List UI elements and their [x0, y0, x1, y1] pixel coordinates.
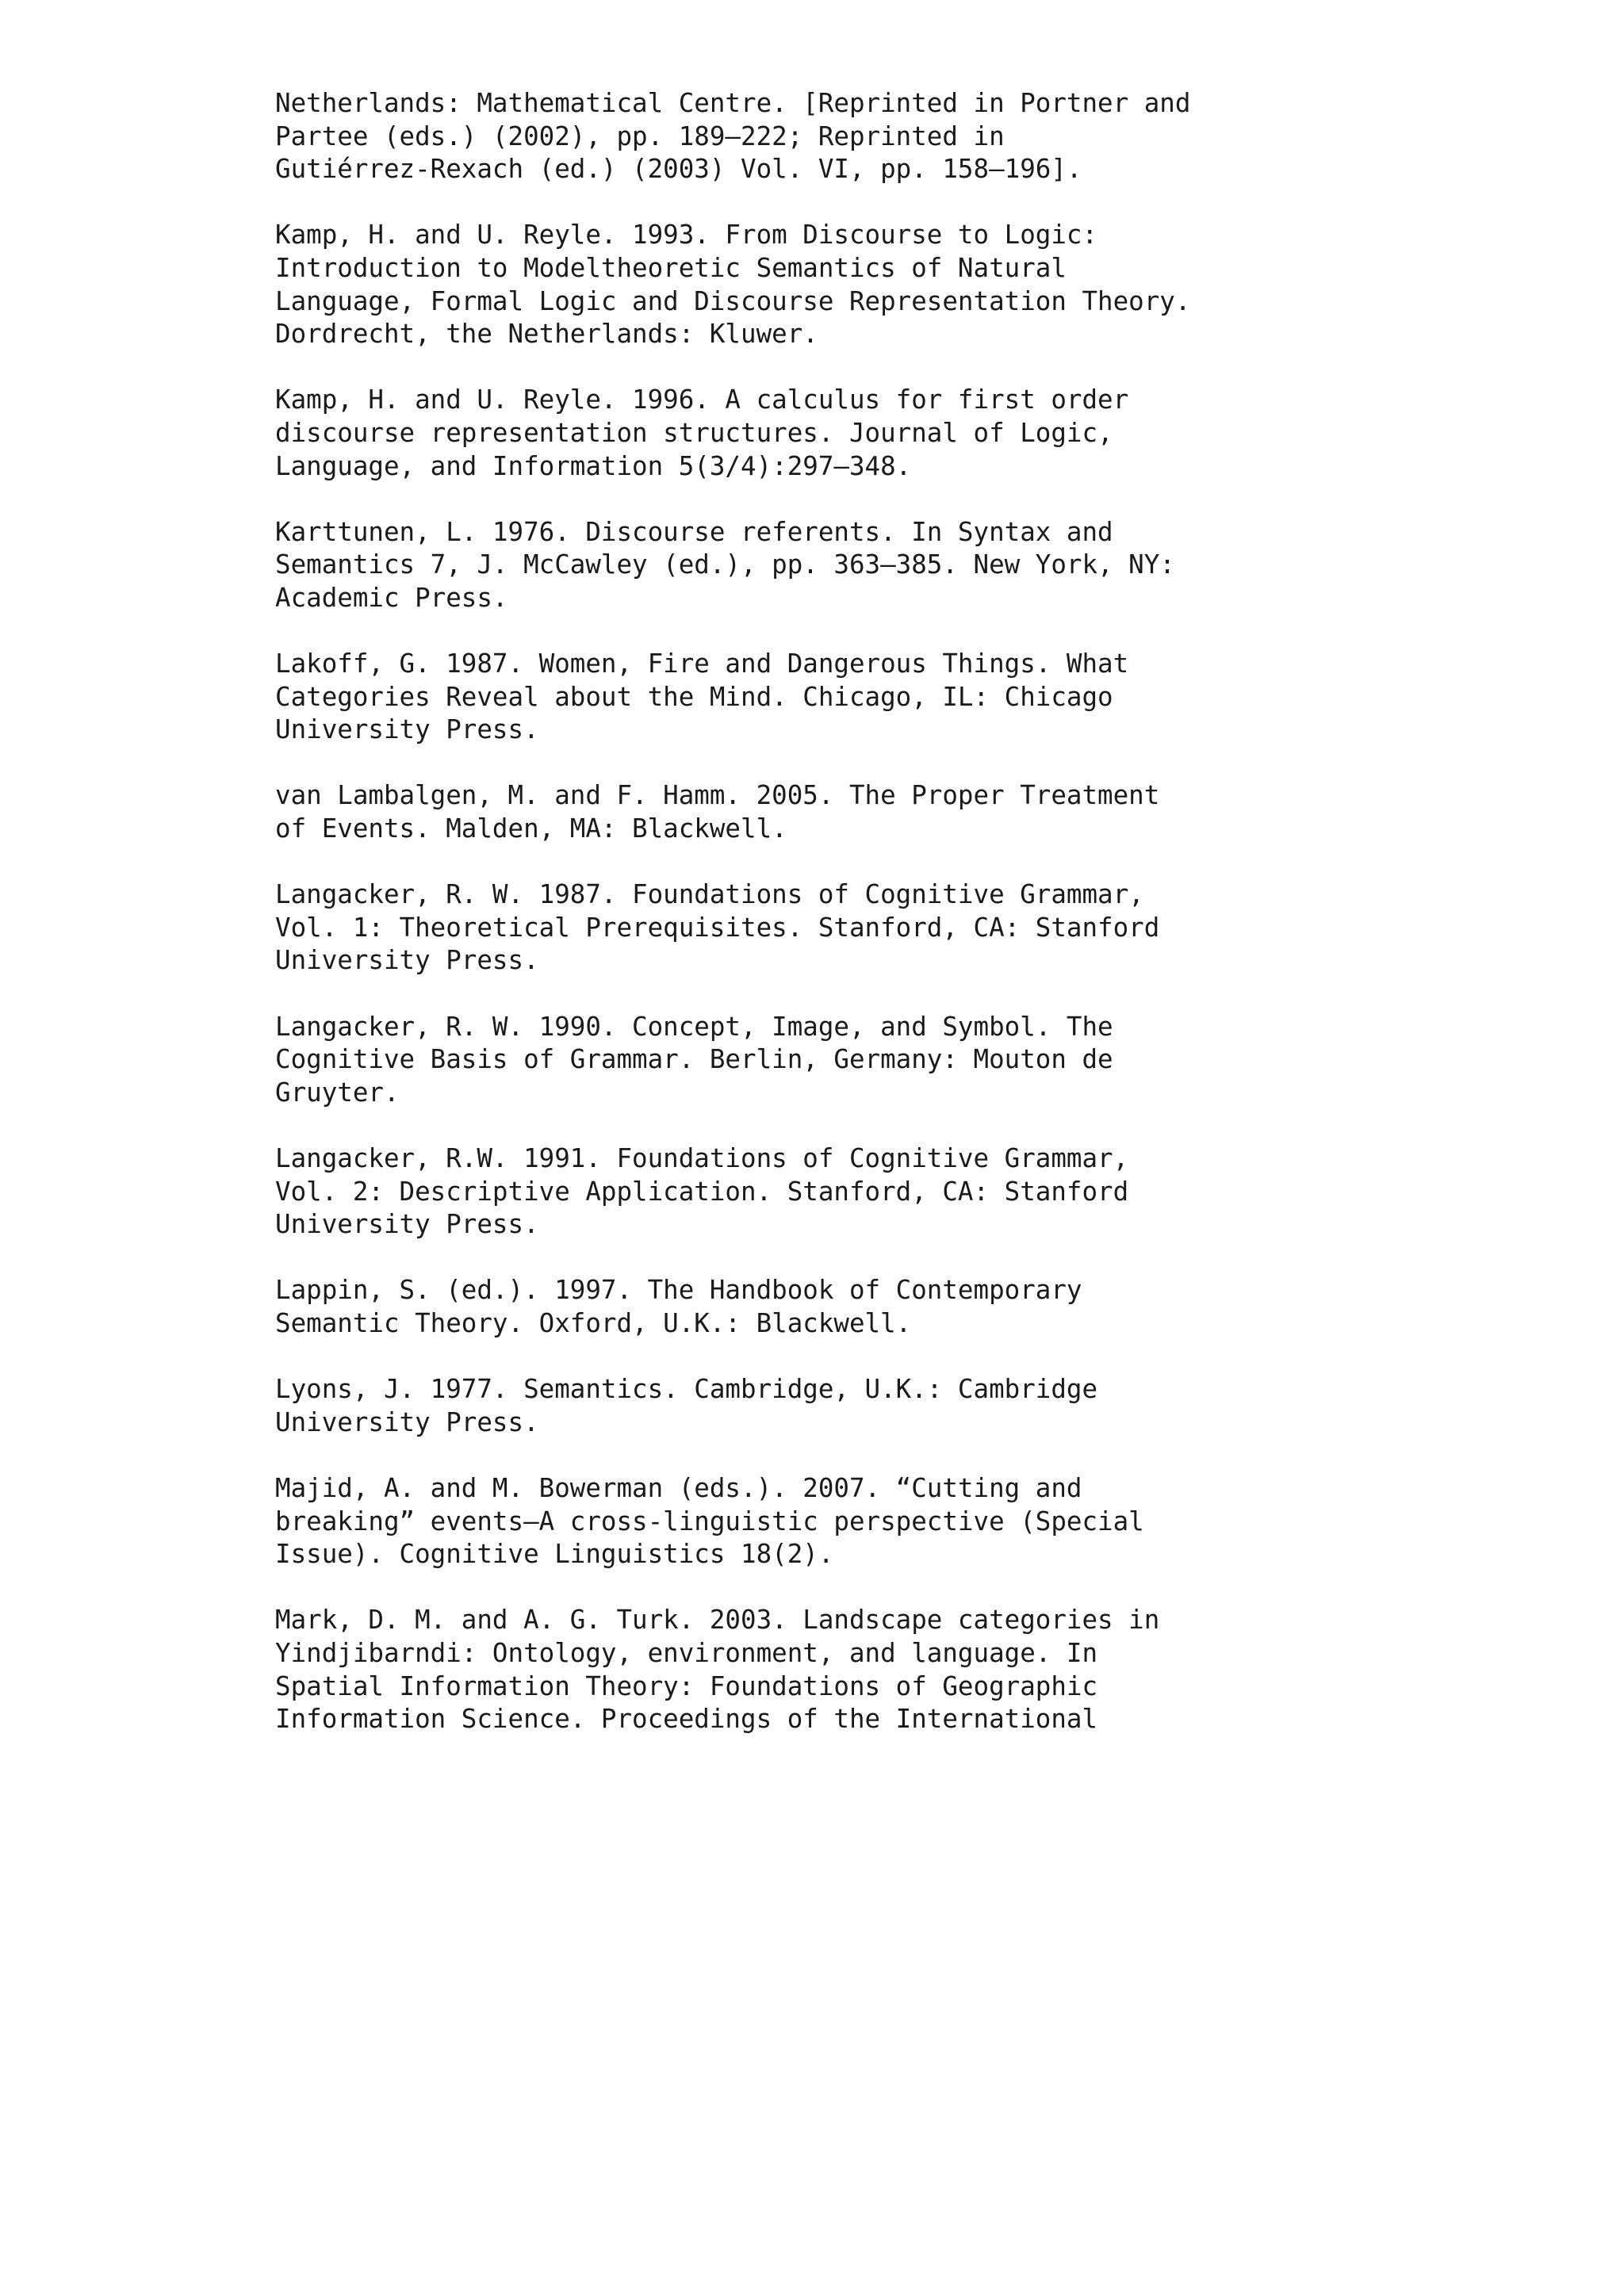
reference-line: Semantics 7, J. McCawley (ed.), pp. 363–385. New York, NY:: [275, 549, 1175, 580]
reference-line: Netherlands: Mathematical Centre. [Reprinted in Portner and: [275, 88, 1191, 118]
reference-line: Lyons, J. 1977. Semantics. Cambridge, U.K.: Cambridge: [275, 1374, 1098, 1405]
reference-entry: [275, 648, 1465, 747]
reference-line: Karttunen, L. 1976. Discourse referents. In Syntax and: [275, 516, 1113, 547]
reference-line: Language, Formal Logic and Discourse Representation Theory.: [275, 285, 1191, 316]
reference-entry: [275, 1373, 1465, 1439]
reference-line: Issue). Cognitive Linguistics 18(2).: [275, 1539, 834, 1570]
reference-line: Vol. 2: Descriptive Application. Stanford, CA: Stanford: [275, 1176, 1129, 1207]
reference-line: Yindjibarndi: Ontology, environment, and language. In: [275, 1637, 1098, 1668]
reference-line: Mark, D. M. and A. G. Turk. 2003. Landscape categories in: [275, 1605, 1160, 1636]
reference-line: Lappin, S. (ed.). 1997. The Handbook of Contemporary: [275, 1275, 1082, 1306]
reference-line: Vol. 1: Theoretical Prerequisites. Stanford, CA: Stanford: [275, 912, 1160, 943]
reference-list: [275, 87, 1465, 1769]
reference-entry: [275, 1604, 1465, 1735]
reference-line: Langacker, R. W. 1987. Foundations of Cognitive Grammar,: [275, 879, 1144, 910]
reference-line: Language, and Information 5(3/4):297–348.: [275, 450, 912, 481]
reference-line: Kamp, H. and U. Reyle. 1993. From Discourse to Logic:: [275, 220, 1098, 251]
reference-line: University Press.: [275, 714, 539, 745]
reference-entry: [275, 219, 1465, 350]
reference-line: Majid, A. and M. Bowerman (eds.). 2007. “Cutting and: [275, 1472, 1082, 1503]
reference-entry: [275, 516, 1465, 615]
reference-line: University Press.: [275, 945, 539, 976]
reference-line: Information Science. Proceedings of the International: [275, 1704, 1098, 1735]
reference-line: discourse representation structures. Journal of Logic,: [275, 417, 1113, 448]
reference-line: Dordrecht, the Netherlands: Kluwer.: [275, 319, 818, 350]
reference-line: Categories Reveal about the Mind. Chicago, IL: Chicago: [275, 681, 1113, 712]
reference-line: Langacker, R.W. 1991. Foundations of Cognitive Grammar,: [275, 1143, 1129, 1173]
reference-entry: [275, 779, 1465, 845]
reference-line: Semantic Theory. Oxford, U.K.: Blackwell.: [275, 1307, 912, 1338]
reference-line: Gruyter.: [275, 1077, 400, 1108]
reference-entry: [275, 1274, 1465, 1340]
reference-line: Lakoff, G. 1987. Women, Fire and Dangerous Things. What: [275, 649, 1129, 679]
reference-entry: [275, 1472, 1465, 1571]
reference-line: Langacker, R. W. 1990. Concept, Image, and Symbol. The: [275, 1011, 1113, 1042]
reference-entry: [275, 878, 1465, 978]
reference-line: Partee (eds.) (2002), pp. 189–222; Reprinted in: [275, 121, 1005, 151]
reference-line: University Press.: [275, 1406, 539, 1437]
reference-line: Spatial Information Theory: Foundations of Geographic: [275, 1670, 1098, 1701]
reference-line: Introduction to Modeltheoretic Semantics of Natural: [275, 252, 1067, 283]
reference-line: Kamp, H. and U. Reyle. 1996. A calculus for first order: [275, 385, 1129, 415]
reference-line: University Press.: [275, 1209, 539, 1240]
reference-line: of Events. Malden, MA: Blackwell.: [275, 813, 787, 844]
reference-entry: [275, 1011, 1465, 1110]
reference-entry: [275, 384, 1465, 483]
reference-line: Gutiérrez-Rexach (ed.) (2003) Vol. VI, pp. 158–196].: [275, 154, 1082, 185]
reference-line: van Lambalgen, M. and F. Hamm. 2005. The Proper Treatment: [275, 780, 1160, 811]
reference-entry: [275, 87, 1465, 186]
reference-line: Academic Press.: [275, 582, 508, 613]
reference-line: breaking” events—A cross-linguistic perspective (Special: [275, 1506, 1144, 1536]
reference-line: Cognitive Basis of Grammar. Berlin, Germany: Mouton de: [275, 1044, 1113, 1075]
reference-entry: [275, 1142, 1465, 1242]
